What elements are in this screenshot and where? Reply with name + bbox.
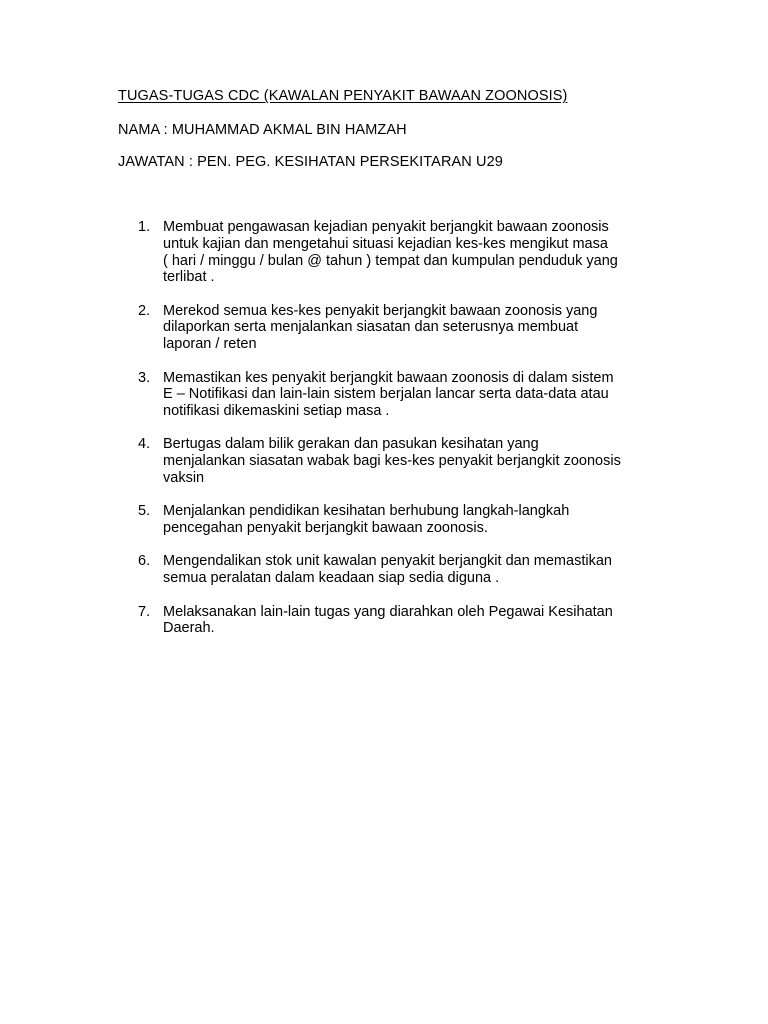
list-item	[138, 503, 668, 537]
list-item	[138, 604, 668, 638]
duty-list	[138, 219, 668, 654]
list-item-text: Mengendalikan stok unit kawalan penyakit berjangkit dan memastikan semua peralatan dalam keadaan siap sedia diguna .	[163, 553, 612, 587]
list-item-text: Melaksanakan lain-lain tugas yang diarahkan oleh Pegawai Kesihatan Daerah.	[163, 603, 613, 637]
name-line: NAMA : MUHAMMAD AKMAL BIN HAMZAH	[118, 122, 407, 138]
list-item-number: 2.	[138, 302, 151, 319]
position-line: JAWATAN : PEN. PEG. KESIHATAN PERSEKITARAN U29	[118, 154, 503, 170]
list-item	[138, 370, 668, 420]
list-item-number: 5.	[138, 503, 151, 520]
list-item-number: 6.	[138, 553, 151, 570]
list-item-number: 7.	[138, 603, 151, 620]
list-item-text: Membuat pengawasan kejadian penyakit berjangkit bawaan zoonosis untuk kajian dan mengetahui situasi kejadian kes-kes mengikut masa ( hari / minggu / bulan @ tahun ) tempat dan kumpulan penduduk yang terlibat .	[163, 219, 618, 286]
list-item-text: Merekod semua kes-kes penyakit berjangkit bawaan zoonosis yang dilaporkan serta menjalankan siasatan dan seterusnya membuat laporan / reten	[163, 302, 598, 353]
list-item	[138, 553, 668, 587]
list-item-text: Bertugas dalam bilik gerakan dan pasukan kesihatan yang menjalankan siasatan wabak bagi kes-kes penyakit berjangkit zoonosis vaksin	[163, 436, 621, 487]
list-item-number: 1.	[138, 219, 151, 235]
list-item-text: Menjalankan pendidikan kesihatan berhubung langkah-langkah pencegahan penyakit berjangkit bawaan zoonosis.	[163, 503, 570, 537]
list-item	[138, 303, 668, 353]
list-item-text: Memastikan kes penyakit berjangkit bawaan zoonosis di dalam sistem E – Notifikasi dan lain-lain sistem berjalan lancar serta data-data atau notifikasi dikemaskini setiap masa .	[163, 369, 614, 420]
list-item	[138, 436, 668, 486]
list-item-number: 4.	[138, 436, 151, 453]
list-item-number: 3.	[138, 369, 151, 386]
document-title: TUGAS-TUGAS CDC (KAWALAN PENYAKIT BAWAAN ZOONOSIS)	[118, 88, 568, 104]
list-item	[138, 219, 668, 286]
